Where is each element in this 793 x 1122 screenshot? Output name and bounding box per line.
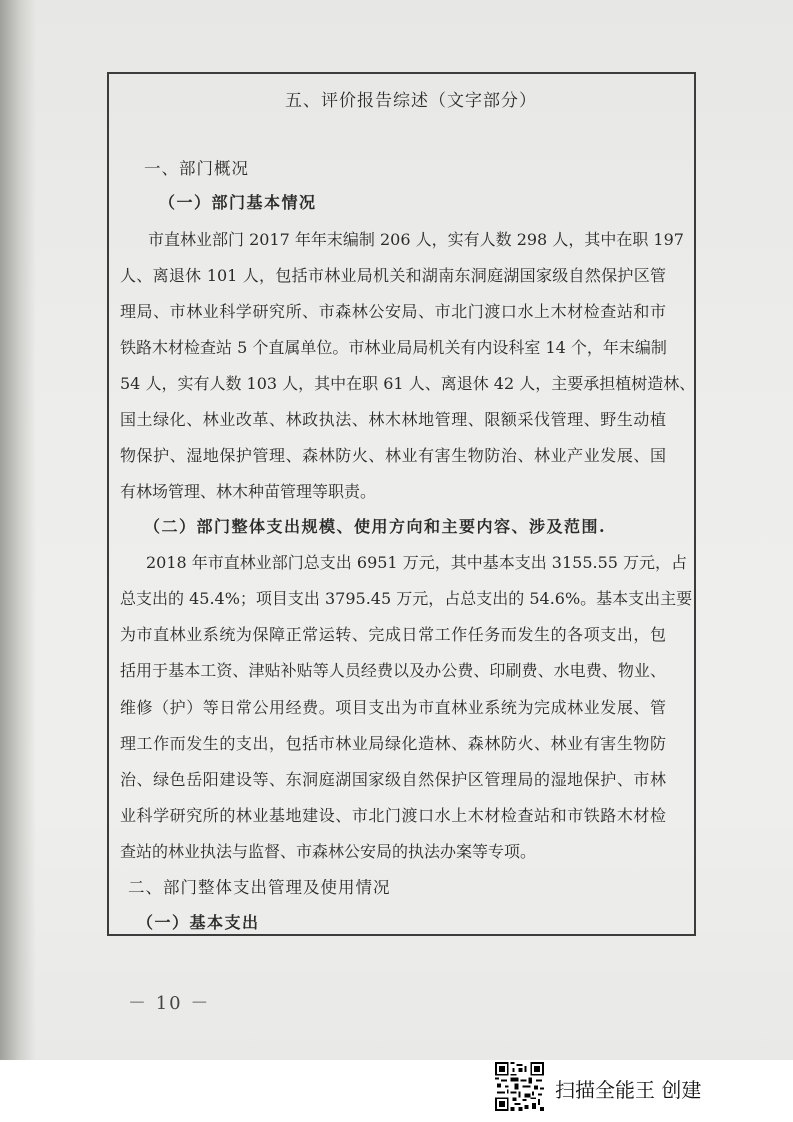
scanner-brand-text: 扫描全能王 创建	[555, 1078, 702, 1102]
paragraph-line: 治、绿色岳阳建设等、东洞庭湖国家级自然保护区管理局的湿地保护、市林	[120, 770, 666, 789]
paragraph-line: 业科学研究所的林业基地建设、市北门渡口水上木材检查站和市铁路木材检	[120, 806, 666, 825]
page-number: － 10 －	[128, 993, 211, 1014]
paragraph-line: 铁路木材检查站 5 个直属单位。市林业局局机关有内设科室 14 个，年末编制	[120, 338, 667, 357]
paragraph-line: 2018 年市直林业部门总支出 6951 万元，其中基本支出 3155.55 万元，占	[146, 553, 688, 572]
report-title: 五、评价报告综述（文字部分）	[285, 91, 537, 111]
paragraph-line: 国土绿化、林业改革、林政执法、林木林地管理、限额采伐管理、野生动植	[120, 410, 666, 429]
paragraph-line: 人、离退休 101 人，包括市林业局机关和湖南东洞庭湖国家级自然保护区管	[120, 266, 666, 285]
paragraph-line: 物保护、湿地保护管理、森林防火、林业有害生物防治、林业产业发展、国	[120, 446, 666, 465]
section-heading-department-overview: 一、部门概况	[144, 159, 249, 178]
paragraph-line: 维修（护）等日常公用经费。项目支出为市直林业系统为完成林业发展、管	[120, 698, 666, 717]
paragraph-line: 括用于基本工资、津贴补贴等人员经费以及办公费、印刷费、水电费、物业、	[120, 661, 666, 680]
qr-code-icon	[495, 1062, 544, 1111]
paragraph-line: 总支出的 45.4%；项目支出 3795.45 万元，占总支出的 54.6%。基本支出主要	[120, 589, 693, 608]
subsection-heading-spending-scale: （二）部门整体支出规模、使用方向和主要内容、涉及范围.	[144, 517, 607, 536]
paragraph-line: 有林场管理、林木种苗管理等职责。	[120, 482, 377, 501]
paragraph-line: 54 人，实有人数 103 人，其中在职 61 人、离退休 42 人，主要承担植树造林、	[120, 374, 696, 393]
paragraph-line: 理局、市林业科学研究所、市森林公安局、市北门渡口水上木材检查站和市	[120, 302, 666, 321]
paragraph-line: 市直林业部门 2017 年年末编制 206 人，实有人数 298 人，其中在职 197	[148, 230, 684, 249]
section-heading-spending-management: 二、部门整体支出管理及使用情况	[128, 878, 391, 897]
subsection-heading-basic-spending: （一）基本支出	[137, 913, 260, 932]
page-edge-shadow	[0, 0, 36, 1060]
subsection-heading-basic-info: （一）部门基本情况	[159, 193, 317, 212]
paragraph-line: 为市直林业系统为保障正常运转、完成日常工作任务而发生的各项支出，包	[120, 625, 666, 644]
paragraph-line: 理工作而发生的支出，包括市林业局绿化造林、森林防火、林业有害生物防	[120, 734, 666, 753]
scanner-watermark	[495, 1062, 735, 1114]
paragraph-line: 查站的林业执法与监督、市森林公安局的执法办案等专项。	[120, 842, 537, 861]
